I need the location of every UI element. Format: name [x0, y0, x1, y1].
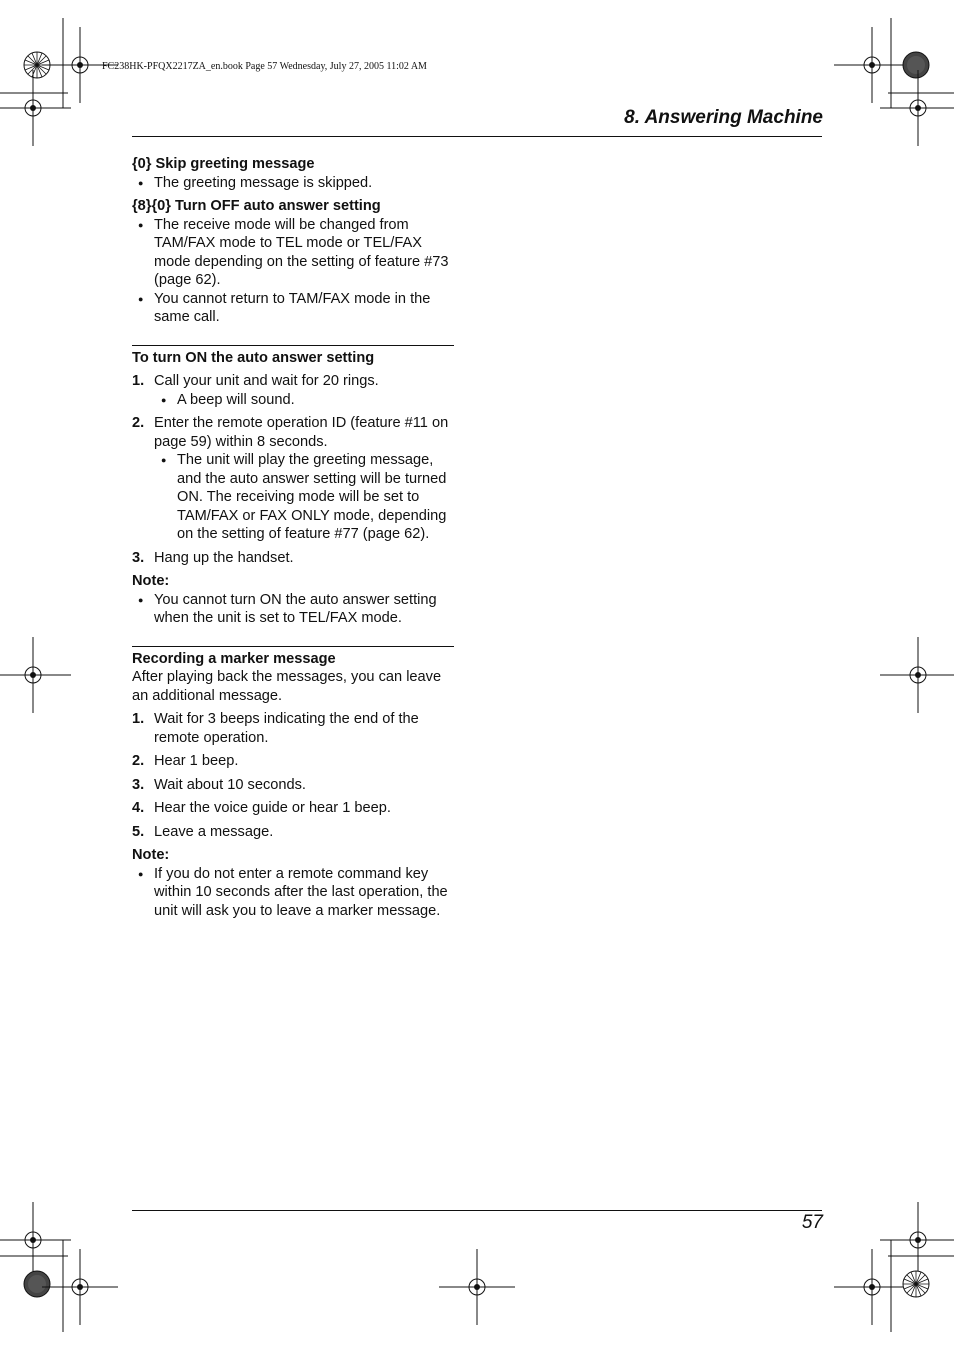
key-heading-auto-answer-off: [132, 197, 454, 216]
step-number: 3.: [132, 776, 145, 793]
section-intro: After playing back the messages, you can leave an additional message.: [132, 669, 442, 704]
step-text: Wait about 10 seconds.: [154, 776, 306, 793]
list-item: ● The greeting message is skipped.: [132, 174, 454, 193]
step-number: 1.: [132, 711, 145, 727]
step-number: 5.: [132, 823, 145, 840]
step-text: Wait for 3 beeps indicating the end of the remote operation.: [154, 711, 419, 746]
note-item: ● You cannot turn ON the auto answer setting when the unit is set to TEL/FAX mode.: [132, 591, 454, 628]
list-item: ● You cannot return to TAM/FAX mode in the same call.: [132, 290, 454, 327]
step-item: [132, 752, 454, 771]
footer-rule: [132, 1210, 822, 1211]
step-item: [132, 710, 454, 747]
list-item: ● The receive mode will be changed from TAM/FAX mode to TEL mode or TEL/FAX mode depending on the setting of feature #73 (page 62).: [132, 216, 454, 290]
step-item: [132, 776, 454, 795]
step-text: Hear 1 beep.: [154, 753, 239, 769]
key-label: {8}{0}: [132, 198, 171, 214]
section-title: To turn ON the auto answer setting: [132, 349, 375, 366]
step-text: Enter the remote operation ID (feature #11 on page 59) within 8 seconds.: [154, 415, 449, 450]
note-title: Note:: [132, 847, 170, 863]
step-item: [132, 414, 454, 451]
note-item: ● If you do not enter a remote command key within 10 seconds after the last operation, the unit will ask you to leave a marker message.: [132, 865, 454, 921]
step-number: 4.: [132, 800, 145, 816]
main-column: [132, 155, 454, 920]
step-number: 2.: [132, 415, 145, 431]
step-number: 1.: [132, 373, 145, 389]
section-title: Recording a marker message: [132, 650, 336, 667]
step-item: [132, 799, 454, 818]
key-title: Skip greeting message: [155, 156, 315, 172]
step-text: Hear the voice guide or hear 1 beep.: [154, 800, 391, 816]
page-number: 57: [801, 1212, 823, 1233]
step-item: [132, 372, 454, 391]
section-turn-on: [132, 345, 454, 628]
chapter-title: 8. Answering Machine: [624, 107, 823, 128]
step-item: [132, 549, 454, 568]
sub-bullet: ● A beep will sound.: [132, 391, 454, 410]
section-marker-message: [132, 646, 454, 921]
step-text: Hang up the handset.: [154, 549, 294, 566]
note-title: Note:: [132, 573, 170, 589]
sub-bullet: ● The unit will play the greeting message, and the auto answer setting will be turned ON. The receiving mode will be set to TAM/FAX or FAX ONLY mode, depending on the setting of feature #77 (page 62).: [132, 451, 454, 544]
key-label: {0}: [132, 156, 152, 172]
step-item: [132, 823, 454, 842]
header-rule: [132, 136, 822, 137]
step-text: Call your unit and wait for 20 rings.: [154, 373, 379, 389]
step-number: 3.: [132, 549, 145, 566]
step-text: Leave a message.: [154, 823, 274, 840]
step-number: 2.: [132, 753, 145, 769]
key-title: Turn OFF auto answer setting: [175, 198, 381, 214]
book-info-header: FC238HK-PFQX2217ZA_en.book Page 57 Wednesday, July 27, 2005 11:02 AM: [102, 61, 427, 72]
key-heading-skip: [132, 155, 454, 174]
